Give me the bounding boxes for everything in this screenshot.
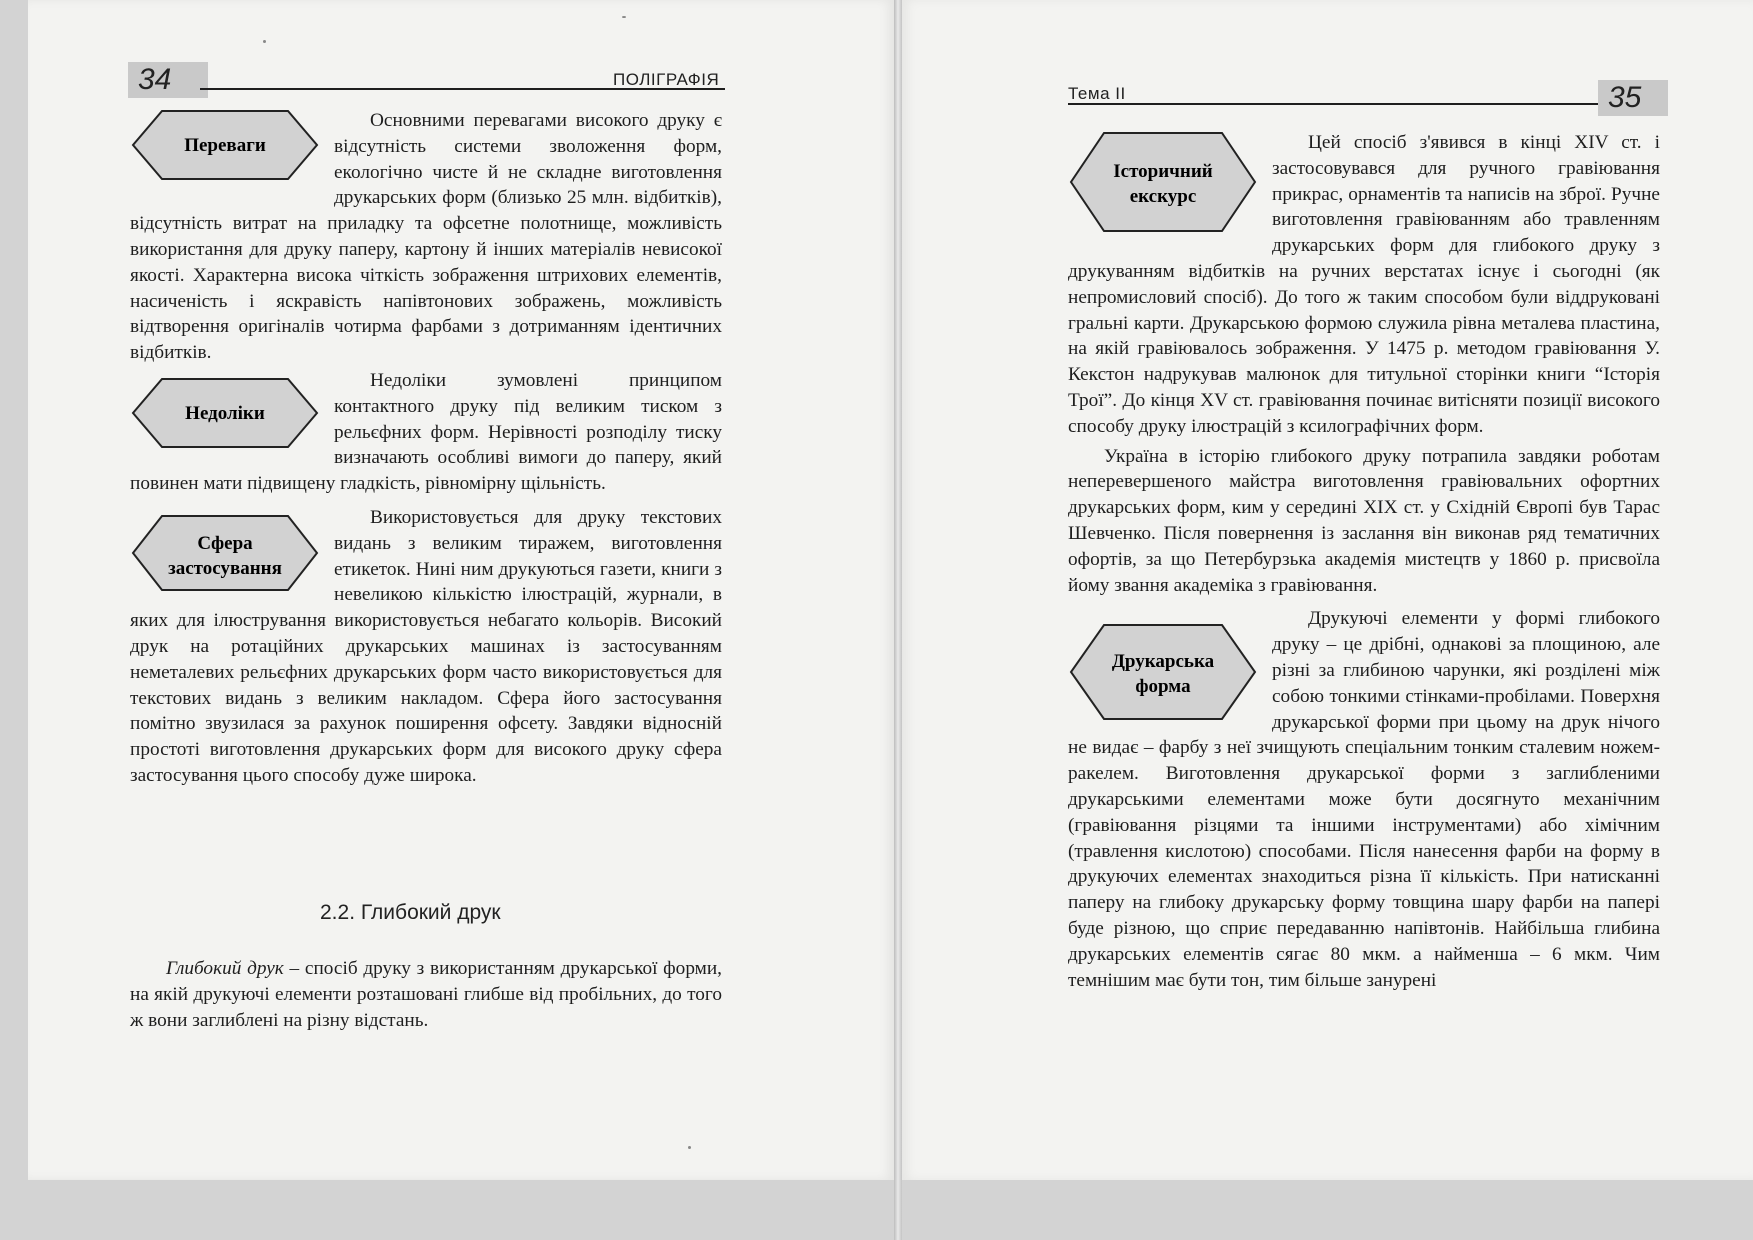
left-text-column	[130, 108, 722, 789]
hexagon-label-history	[1068, 130, 1258, 234]
paragraph-advantages: Основними перевагами високого друку є відсутність системи зволоження форм, екологічно чисте й не складне виготовлення друкарських форм (близько 25 млн. відбитків), відсутність витрат на приладку та офсетне полотнище, можливість використання для друку паперу, картону й інших матеріалів невисокої якості. Характерна висока чіткість зображення штрихових елементів, насиченість і яскравість напівтонових зображень, можливість відтворення оригіналів чотирма фарбами з дотриманням ідентичних відбитків.	[130, 110, 722, 364]
scan-speck	[622, 16, 626, 18]
hexagon-label-advantages	[130, 108, 320, 182]
running-title-left: ПОЛІГРАФІЯ	[613, 70, 720, 89]
hexagon-label-printing-form	[1068, 622, 1258, 722]
running-title-right: Тема ІІ	[1068, 84, 1126, 103]
right-text-column	[1068, 130, 1660, 993]
paragraph-ukraine: Україна в історію глибокого друку потрапила завдяки роботам неперевершеного майстра виготовлення гравіювальних офортних друкарських форм, ким у середині XIX ст. у Східній Європі був Тарас Шевченко. Після повернення із заслання він виконав ряд тематичних офортів, за що Петербурзька академія мистецтв у 1860 р. присвоїла йому звання академіка з гравіювання.	[1068, 445, 1660, 596]
hexagon-label-disadvantages	[130, 376, 320, 450]
page-number-left: 34	[128, 62, 208, 98]
label-disadvantages: Недоліки	[185, 402, 265, 424]
label-printing-form-1: Друкарська	[1111, 651, 1215, 673]
label-history-1: Історичний	[1113, 161, 1213, 182]
block-advantages	[130, 108, 722, 366]
label-history-2: екскурс	[1129, 186, 1197, 207]
block-printing-form	[1068, 606, 1660, 993]
paragraph-printing-form: Друкуючі елементи у формі глибокого друку – це дрібні, однакові за площиною, але різні за глибиною чарунки, які розділені між собою тонкими стінками-пробілами. Поверхня друкарської форми при цьому на друк нічого не видає – фарбу з неї зчищують спеціальним тонким сталевим ножем-ракелем. Виготовлення друкарської форми з заглибленими друкарськими елементами може бути досягнуто механічним (гравіювання різцями та іншими інструментами) або хімічним (травлення кислотою) способами. Після нанесення фарби на форму в друкуючих елементах знаходиться різна її кількість. При натисканні паперу на глибоку друкарську форму товщина шару фарби на папері буде різною, що сприє передаванню напівтонів. Найбільша глибина друкарських елементів сягає 80 мкм. а найменша – 6 мкм. Чим темнішим має бути тон, тим більше занурені	[1068, 608, 1660, 991]
definition-paragraph	[130, 956, 722, 1033]
label-scope-1: Сфера	[197, 532, 253, 554]
block-history	[1068, 130, 1660, 440]
paragraph-disadvantages: Недоліки зумовлені принципом контактного друку під великим тиском з рельєфних форм. Нерівності розподілу тиску визначають особливі вимоги до паперу, який повинен мати підвищену гладкість, рівномірну щільність.	[130, 369, 722, 495]
page-number-right: 35	[1598, 80, 1668, 116]
label-advantages: Переваги	[184, 135, 266, 156]
paragraph-scope: Використовується для друку текстових видань з великим тиражем, виготовлення етикеток. Нині ним друкуються газети, книги з невеликою кількістю ілюстрацій, журнали, в яких для ілюстрування використовується небагато кольорів. Високий друк на ротаційних друкарських машинах із застосуванням неметалевих рельєфних друкарських форм часто використовується для текстових видань з великим накладом. Сфера його застосування помітно звузилася за рахунок поширення офсету. Завдяки відносній простоті виготовлення друкарських форм для високого друку сфера застосування цього способу дуже широка.	[130, 506, 722, 786]
block-disadvantages	[130, 368, 722, 497]
scan-speck	[263, 40, 266, 43]
header-rule-right	[1068, 103, 1598, 105]
definition-term: Глибокий друк	[166, 958, 284, 979]
paragraph-history: Цей спосіб з'явився в кінці XIV ст. і застосовувався для ручного гравіювання прикрас, орнаментів та написів на зброї. Ручне виготовлення гравіюванням або травленням друкарських форм для глибокого друку з друкуванням відбитків на ручних верстатах існує і сьогодні (як непромисловий спосіб). До того ж таким способом були віддруковані гральні карти. Друкарською формою служила рівна металева пластина, на якій гравіювалось зображення. У 1475 р. методом гравіювання У. Кекстон надрукував малюнок для титульної сторінки книги “Історія Трої”. До кінця XV ст. гравіювання починає витісняти позиції високого способу друку ілюстрацій з ксилографічних форм.	[1068, 132, 1660, 437]
block-scope	[130, 505, 722, 789]
section-title-gravure: 2.2. Глибокий друк	[320, 901, 501, 924]
book-spine	[894, 0, 902, 1240]
hexagon-label-scope	[130, 513, 320, 593]
scan-speck	[688, 1146, 691, 1149]
label-scope-2: застосування	[168, 557, 282, 579]
definition-text: – спосіб друку з використанням друкарської форми, на якій друкуючі елементи розташовані глибше від пробільних, до того ж вони заглиблені на різну відстань.	[130, 958, 723, 1031]
label-printing-form-2: форма	[1135, 676, 1191, 698]
